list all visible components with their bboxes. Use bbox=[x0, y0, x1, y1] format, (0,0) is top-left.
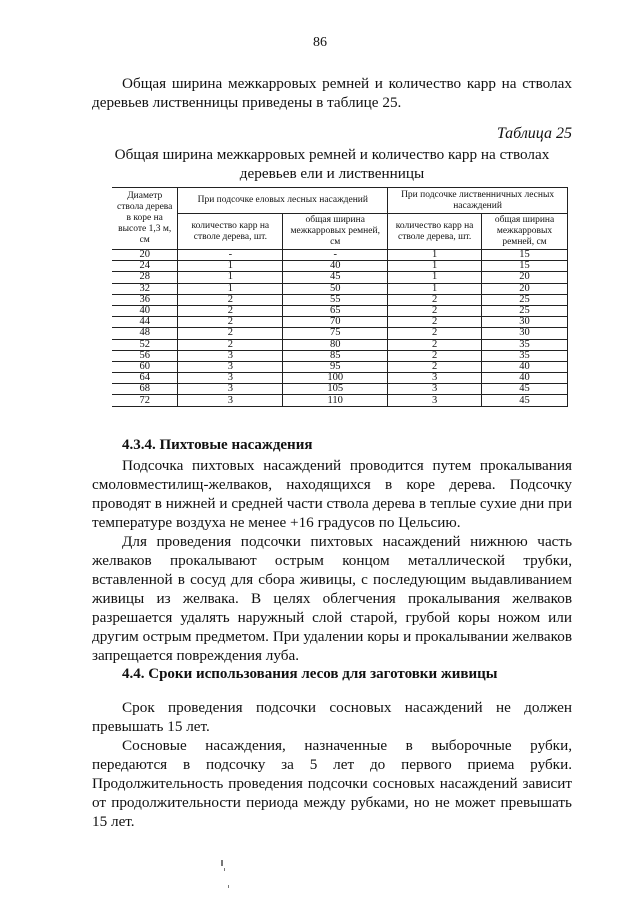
cell-larch-count: 2 bbox=[388, 361, 482, 372]
cell-spruce-count: - bbox=[178, 250, 283, 261]
cell-larch-count: 1 bbox=[388, 261, 482, 272]
table-body bbox=[112, 250, 568, 407]
cell-spruce-count: 3 bbox=[178, 395, 283, 406]
table-row bbox=[112, 294, 568, 305]
section-44-paragraph-1 bbox=[92, 698, 572, 736]
section-434-paragraph-2 bbox=[92, 532, 572, 665]
table-row bbox=[112, 261, 568, 272]
section-44-heading: 4.4. Сроки использования лесов для заготовки живицы bbox=[122, 666, 498, 682]
cell-spruce-width: 75 bbox=[283, 328, 388, 339]
cell-diameter: 36 bbox=[112, 294, 178, 305]
cell-spruce-count: 3 bbox=[178, 361, 283, 372]
cell-diameter: 56 bbox=[112, 350, 178, 361]
table-row bbox=[112, 384, 568, 395]
cell-spruce-count: 1 bbox=[178, 272, 283, 283]
cell-spruce-width: 100 bbox=[283, 373, 388, 384]
header-larch-count: количество карр на стволе дерева, шт. bbox=[388, 214, 482, 250]
table-row bbox=[112, 250, 568, 261]
cell-spruce-count: 1 bbox=[178, 283, 283, 294]
cell-larch-count: 2 bbox=[388, 317, 482, 328]
table-row bbox=[112, 339, 568, 350]
table-row bbox=[112, 317, 568, 328]
cell-larch-count: 1 bbox=[388, 283, 482, 294]
cell-larch-count: 1 bbox=[388, 250, 482, 261]
cell-larch-width: 25 bbox=[482, 294, 568, 305]
cell-larch-width: 45 bbox=[482, 384, 568, 395]
cell-spruce-count: 2 bbox=[178, 328, 283, 339]
cell-diameter: 24 bbox=[112, 261, 178, 272]
section-434-heading: 4.3.4. Пихтовые насаждения bbox=[122, 437, 313, 453]
cell-larch-width: 25 bbox=[482, 305, 568, 316]
intro-text: Общая ширина межкарровых ремней и количество карр на стволах деревьев лиственницы приведены в таблице 25. bbox=[92, 75, 572, 111]
table-title: Общая ширина межкарровых ремней и количество карр на стволах деревьев ели и лиственницы bbox=[114, 146, 550, 182]
paragraph-text: Срок проведения подсочки сосновых насаждений не должен превышать 15 лет. bbox=[92, 699, 572, 735]
cell-larch-count: 3 bbox=[388, 373, 482, 384]
cell-spruce-count: 2 bbox=[178, 339, 283, 350]
paragraph-text: Для проведения подсочки пихтовых насаждений нижнюю часть желваков прокалывают острым концом металлической трубки, вставленной в сосуд для сбора живицы, с последующим выдавливанием живицы из желвака. В целях облегчения прокалывания желваков разрешается удалять наружный слой старой, грубой коры ножом или другим острым предметом. При удалении коры и прокалывании желваков запрещается повреждения луба. bbox=[92, 533, 572, 664]
cell-spruce-count: 3 bbox=[178, 373, 283, 384]
cell-spruce-count: 3 bbox=[178, 384, 283, 395]
cell-larch-count: 2 bbox=[388, 350, 482, 361]
cell-spruce-width: 40 bbox=[283, 261, 388, 272]
data-table bbox=[112, 187, 568, 407]
table-row bbox=[112, 395, 568, 406]
cell-larch-count: 2 bbox=[388, 294, 482, 305]
cell-spruce-width: 70 bbox=[283, 317, 388, 328]
table-row bbox=[112, 373, 568, 384]
cell-spruce-width: 65 bbox=[283, 305, 388, 316]
intro-paragraph bbox=[92, 74, 572, 112]
header-larch-group: При подсочке лиственничных лесных насаждений bbox=[388, 188, 568, 214]
scan-speck bbox=[228, 885, 229, 888]
section-434-paragraph-1 bbox=[92, 456, 572, 532]
cell-larch-width: 30 bbox=[482, 328, 568, 339]
cell-spruce-width: 105 bbox=[283, 384, 388, 395]
cell-larch-width: 45 bbox=[482, 395, 568, 406]
page-number: 86 bbox=[313, 35, 327, 50]
cell-spruce-width: 55 bbox=[283, 294, 388, 305]
cell-larch-width: 35 bbox=[482, 339, 568, 350]
table-row bbox=[112, 350, 568, 361]
cell-diameter: 60 bbox=[112, 361, 178, 372]
paragraph-text: Подсочка пихтовых насаждений проводится путем прокалывания смоловместилищ-желваков, находящихся в коре дерева. Подсочку проводят в нижней и средней части ствола дерева в теплые сухие дни при температуре воздуха не менее +16 градусов по Цельсию. bbox=[92, 457, 572, 531]
cell-larch-width: 15 bbox=[482, 250, 568, 261]
cell-spruce-count: 2 bbox=[178, 305, 283, 316]
cell-spruce-count: 2 bbox=[178, 294, 283, 305]
cell-larch-width: 20 bbox=[482, 283, 568, 294]
cell-diameter: 28 bbox=[112, 272, 178, 283]
cell-spruce-count: 3 bbox=[178, 350, 283, 361]
cell-spruce-width: 45 bbox=[283, 272, 388, 283]
table-label: Таблица 25 bbox=[496, 125, 572, 142]
header-spruce-width: общая ширина межкарровых ремней, см bbox=[283, 214, 388, 250]
header-spruce-count: количество карр на стволе дерева, шт. bbox=[178, 214, 283, 250]
cell-diameter: 44 bbox=[112, 317, 178, 328]
table-row bbox=[112, 305, 568, 316]
cell-larch-width: 40 bbox=[482, 373, 568, 384]
header-diameter: Диаметр ствола дерева в коре на высоте 1,3 м, см bbox=[112, 188, 178, 250]
cell-larch-width: 35 bbox=[482, 350, 568, 361]
paragraph-text: Сосновые насаждения, назначенные в выборочные рубки, передаются в подсочку за 5 лет до первого приема рубки. Продолжительность проведения подсочки сосновых насаждений зависит от продолжительности периода между рубками, но не может превышать 15 лет. bbox=[92, 737, 572, 830]
cell-spruce-count: 1 bbox=[178, 261, 283, 272]
cell-larch-count: 2 bbox=[388, 328, 482, 339]
table-row bbox=[112, 283, 568, 294]
cell-larch-count: 3 bbox=[388, 384, 482, 395]
cell-larch-count: 2 bbox=[388, 339, 482, 350]
cell-diameter: 48 bbox=[112, 328, 178, 339]
scan-speck bbox=[224, 868, 225, 871]
cell-diameter: 40 bbox=[112, 305, 178, 316]
header-larch-width: общая ширина межкарровых ремней, см bbox=[482, 214, 568, 250]
cell-spruce-width: 85 bbox=[283, 350, 388, 361]
cell-larch-count: 1 bbox=[388, 272, 482, 283]
cell-diameter: 68 bbox=[112, 384, 178, 395]
cell-diameter: 20 bbox=[112, 250, 178, 261]
table-row bbox=[112, 328, 568, 339]
cell-diameter: 72 bbox=[112, 395, 178, 406]
cell-larch-width: 20 bbox=[482, 272, 568, 283]
cell-larch-count: 3 bbox=[388, 395, 482, 406]
cell-larch-count: 2 bbox=[388, 305, 482, 316]
cell-spruce-width: 80 bbox=[283, 339, 388, 350]
table-row bbox=[112, 272, 568, 283]
header-spruce-group: При подсочке еловых лесных насаждений bbox=[178, 188, 388, 214]
cell-diameter: 64 bbox=[112, 373, 178, 384]
cell-diameter: 52 bbox=[112, 339, 178, 350]
cell-spruce-width: - bbox=[283, 250, 388, 261]
cell-spruce-width: 50 bbox=[283, 283, 388, 294]
section-44-paragraph-2 bbox=[92, 736, 572, 831]
scan-speck bbox=[221, 860, 223, 866]
cell-spruce-width: 110 bbox=[283, 395, 388, 406]
cell-larch-width: 30 bbox=[482, 317, 568, 328]
cell-diameter: 32 bbox=[112, 283, 178, 294]
cell-larch-width: 15 bbox=[482, 261, 568, 272]
cell-spruce-width: 95 bbox=[283, 361, 388, 372]
cell-spruce-count: 2 bbox=[178, 317, 283, 328]
table-row bbox=[112, 361, 568, 372]
cell-larch-width: 40 bbox=[482, 361, 568, 372]
